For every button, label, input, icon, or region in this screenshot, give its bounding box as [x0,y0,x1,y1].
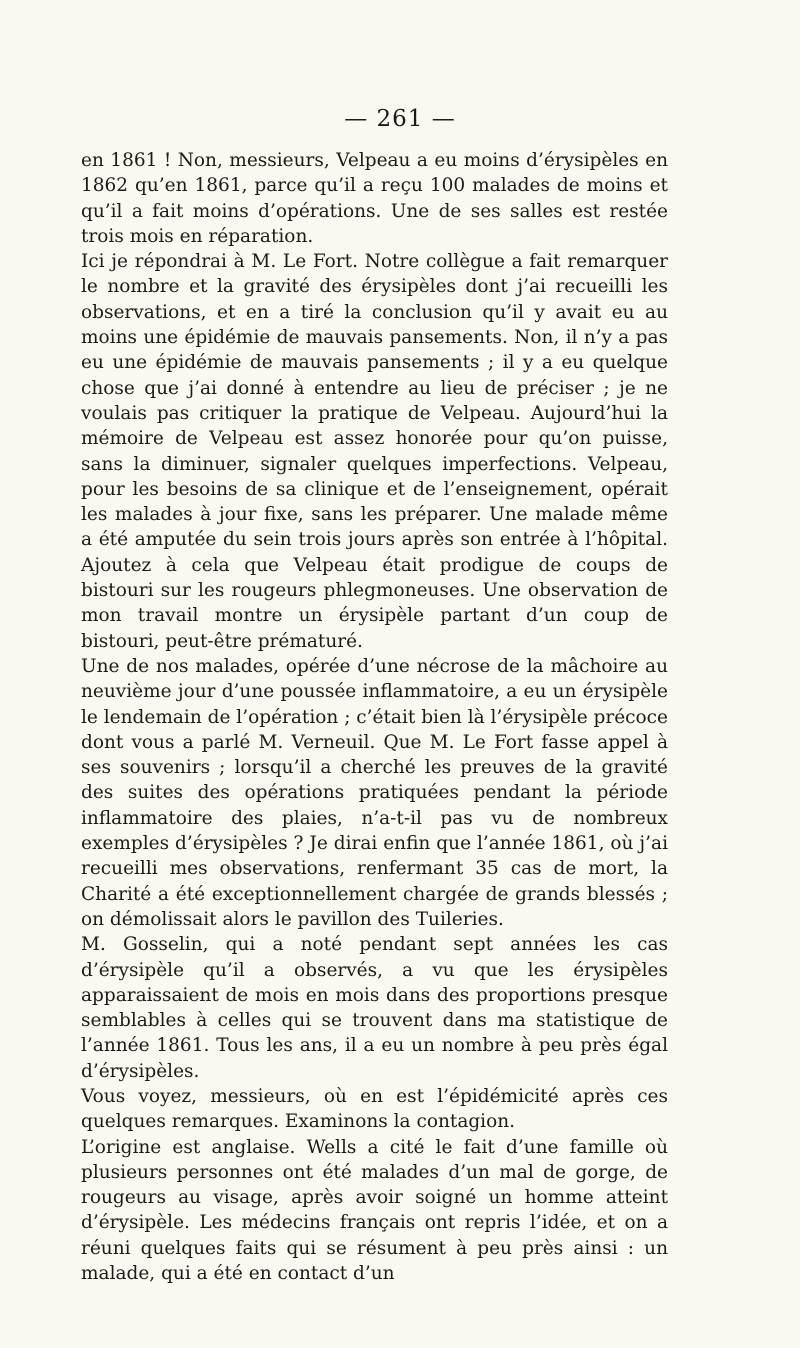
paragraph: Une de nos malades, opérée d’une nécrose de la mâchoire au neuvième jour d’une poussée inflammatoire, a eu un érysipèle le lendemain de l’opération ; c’était bien là l’érysipèle précoce dont vous a parlé M. Verneuil. Que M. Le Fort fasse appel à ses souvenirs ; lorsqu’il a cherché les preuves de la gravité des suites des opérations pratiquées pendant la période inflammatoire des plaies, n’a-t-il pas vu de nombreux exemples d’érysipèles ? Je dirai enfin que l’année 1861, où j’ai recueilli mes observations, renfermant 35 cas de mort, la Charité a été exceptionnellement chargée de grands blessés ; on démolissait alors le pavillon des Tuileries. [81,655,668,930]
paragraph: en 1861 ! Non, messieurs, Velpeau a eu moins d’érysipèles en 1862 qu’en 1861, parce qu’il a reçu 100 malades de moins et qu’il a fait moins d’opérations. Une de ses salles est restée trois mois en réparation. [81,150,668,247]
paragraph: L’origine est anglaise. Wells a cité le fait d’une famille où plusieurs personnes ont été malades d’un mal de gorge, de rougeurs au visage, après avoir soigné un homme atteint d’érysipèle. Les médecins français ont repris l’idée, et on a réuni quelques faits qui se résument à peu près ainsi : un malade, qui a été en contact d’un [81,1136,668,1285]
paragraph: Vous voyez, messieurs, où en est l’épidémicité après ces quelques remarques. Examinons la contagion. [81,1085,668,1133]
paragraph: Ici je répondrai à M. Le Fort. Notre collègue a fait remarquer le nombre et la gravité des érysipèles dont j’ai recueilli les observations, et en a tiré la conclusion qu’il y avait eu au moins une épidémie de mauvais pansements. Non, il n’y a pas eu une épidémie de mauvais pansements ; il y a eu quelque chose que j’ai donné à entendre au lieu de préciser ; je ne voulais pas critiquer la pratique de Velpeau. Aujourd’hui la mémoire de Velpeau est assez honorée pour qu’on puisse, sans la diminuer, signaler quelques imperfections. Velpeau, pour les besoins de sa clinique et de l’enseignement, opérait les malades à jour fixe, sans les préparer. Une malade même a été amputée du sein trois jours après son entrée à l’hôpital. Ajoutez à cela que Velpeau était prodigue de coups de bistouri sur les rougeurs phlegmoneuses. Une observation de mon travail montre un érysipèle partant d’un coup de bistouri, peut-être prématuré. [81,251,668,652]
paragraph: M. Gosselin, qui a noté pendant sept années les cas d’érysipèle qu’il a observés, a vu que les érysipèles apparaissaient de mois en mois dans des proportions presque semblables à celles qui se trouvent dans ma statistique de l’année 1861. Tous les ans, il a eu un nombre à peu près égal d’érysipèles. [81,934,668,1082]
page-number: — 261 — [344,106,456,132]
body-text [81,148,668,1286]
